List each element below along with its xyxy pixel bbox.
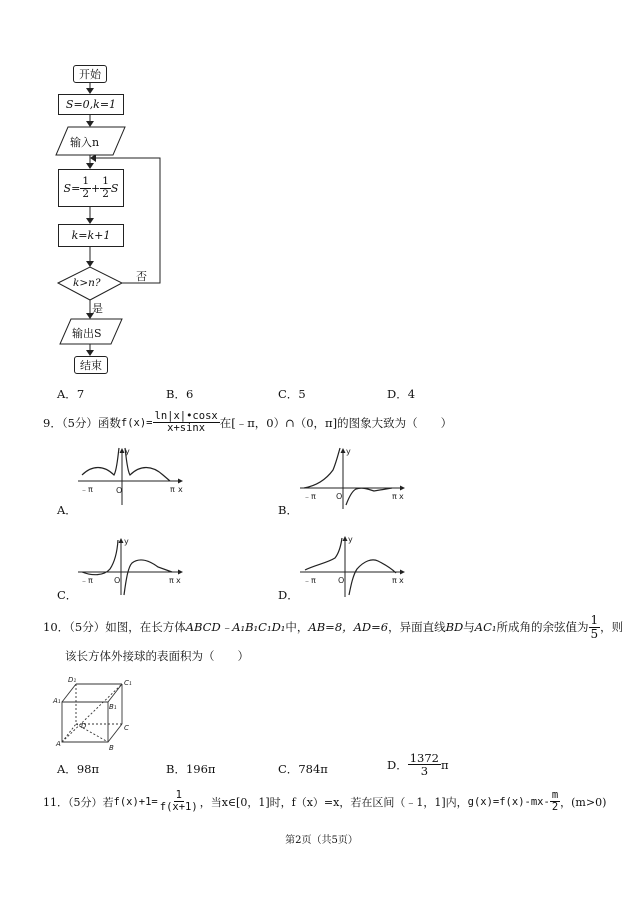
- output-label: 输出S: [72, 327, 102, 340]
- graph-d-neg-pi: ﹣π: [303, 576, 316, 585]
- label-a: A: [56, 740, 61, 748]
- yes-label: 是: [92, 302, 103, 315]
- q10-fraction: $\frac{1}{5}$: [590, 613, 599, 641]
- graph-b-pi: π: [392, 492, 397, 501]
- graph-c-pi: π: [169, 576, 174, 585]
- graph-b-origin: O: [336, 492, 343, 501]
- decision-label: k>n?: [73, 277, 101, 289]
- graph-a-pi: π: [170, 485, 175, 494]
- half-fraction-2: $\frac{1}{2}$: [102, 175, 109, 200]
- q9-option-a[interactable]: A．: [57, 503, 77, 517]
- graph-c-y: y: [124, 537, 129, 546]
- label-b1: B₁: [109, 703, 117, 711]
- graph-b-y: y: [346, 447, 351, 456]
- graph-b-x: x: [399, 492, 404, 501]
- formula-box: S= $\frac{1}{2}$ + $\frac{1}{2}$ S: [58, 169, 124, 207]
- q8-option-a[interactable]: A．7: [57, 387, 85, 401]
- graph-a-x: x: [178, 485, 183, 494]
- graph-d-x: x: [399, 576, 404, 585]
- q11-m-fraction: $\frac{m}{2}$: [551, 789, 559, 814]
- half-fraction-1: $\frac{1}{2}$: [82, 175, 89, 200]
- graph-d-y: y: [348, 535, 353, 544]
- label-c: C: [124, 724, 129, 732]
- page-footer: 第2页（共5页）: [285, 835, 358, 846]
- no-label: 否: [136, 270, 147, 283]
- q9-text: 9．（5分）函数 f(x)= $\frac{\ln|x|•\cos x}{x+\sin x}$ 在[﹣π，0）∩（0，π]的图象大致为（ ）: [43, 410, 453, 435]
- label-a1: A₁: [53, 697, 61, 705]
- increment-box: k=k+1: [58, 224, 124, 247]
- q10-line2: 该长方体外接球的表面积为（ ）: [65, 649, 249, 663]
- q10-cuboid-figure: [50, 672, 150, 752]
- graph-a: [78, 448, 182, 505]
- graph-d-origin: O: [338, 576, 345, 585]
- graph-c: [78, 539, 182, 595]
- label-d1: D₁: [68, 676, 77, 684]
- label-c1: C₁: [124, 679, 132, 687]
- q9-option-b[interactable]: B．: [278, 503, 298, 517]
- graph-c-neg-pi: ﹣π: [80, 576, 93, 585]
- label-b: B: [109, 744, 114, 752]
- start-box: 开始: [73, 65, 107, 83]
- graph-b-neg-pi: ﹣π: [303, 492, 316, 501]
- q9-graphs: [0, 445, 643, 605]
- graph-a-neg-pi: ﹣π: [80, 485, 93, 494]
- graph-d-pi: π: [392, 576, 397, 585]
- q10-option-d[interactable]: D． $\frac{1372}{3}$ π: [387, 751, 449, 779]
- graph-c-x: x: [176, 576, 181, 585]
- q9-option-d[interactable]: D．: [278, 588, 299, 602]
- input-label: 输入n: [70, 136, 100, 149]
- q11-text: 11．（5分）若 f(x)+1= $\frac{1}{f(x+1)}$ ，当x∈[0，1]时，f（x）=x，若在区间（﹣1，1]内， g(x)=f(x)-mx- $\frac{m}{2}$ ，(m>0): [43, 789, 607, 814]
- q8-option-d[interactable]: D．4: [387, 387, 416, 401]
- q10-line1: 10．（5分）如图，在长方体 ABCD﹣A₁B₁C₁D₁ 中， AB=8，AD=6 ，异面直线 BD 与 AC₁ 所成角的余弦值为 $\frac{1}{5}$ ，则: [43, 613, 624, 641]
- q10-option-b[interactable]: B．196π: [166, 762, 216, 776]
- graph-a-y: y: [125, 447, 130, 456]
- label-d: D: [81, 722, 87, 730]
- q10-option-d-fraction: $\frac{1372}{3}$: [409, 751, 440, 779]
- q10-option-a[interactable]: A．98π: [57, 762, 100, 776]
- init-box: S=0,k=1: [58, 94, 124, 115]
- q9-fraction: $\frac{\ln|x|•\cos x}{x+\sin x}$: [154, 410, 218, 435]
- q8-option-c[interactable]: C．5: [278, 387, 306, 401]
- q10-option-c[interactable]: C．784π: [278, 762, 328, 776]
- q11-fraction: $\frac{1}{f(x+1)}$: [159, 789, 198, 814]
- q9-option-c[interactable]: C．: [57, 588, 78, 602]
- graph-d: [300, 537, 404, 597]
- end-box: 结束: [74, 356, 108, 374]
- graph-c-origin: O: [114, 576, 121, 585]
- graph-a-origin: O: [116, 486, 123, 495]
- q8-option-b[interactable]: B．6: [166, 387, 194, 401]
